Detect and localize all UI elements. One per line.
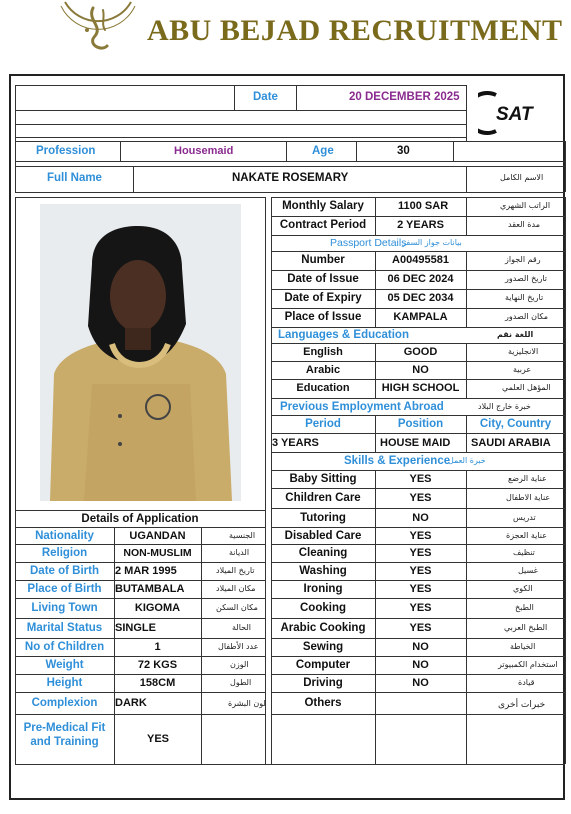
arabic-label: Arabic	[305, 364, 341, 376]
skill-ironing-ar: الكوي	[513, 584, 533, 593]
skill-baby-sitting-ar: عناية الرضع	[508, 474, 547, 483]
education-value: HIGH SCHOOL	[381, 382, 460, 394]
living-town-ar: مكان السكن	[216, 603, 258, 612]
profession-label: Profession	[36, 145, 96, 157]
skill-computer-label: Computer	[295, 659, 351, 671]
skill-children-care-value: YES	[409, 492, 432, 504]
passport-title-ar: بيانات جواز السفر	[402, 238, 462, 247]
skill-washing-value: YES	[409, 565, 432, 577]
education-label: Education	[296, 382, 350, 394]
calligraphy-logo-icon	[57, 0, 139, 70]
skill-cleaning-label: Cleaning	[298, 547, 348, 559]
employment-title: Previous Employment Abroad	[280, 401, 444, 413]
skill-ironing-value: YES	[409, 583, 432, 595]
application-title: Details of Application	[81, 513, 199, 525]
weight-ar: الوزن	[230, 660, 249, 669]
languages-title-ar: اللغة نقم	[497, 330, 534, 339]
employment-title-ar: خبرة خارج البلاد	[478, 402, 531, 411]
fullname-ar: الاسم الكامل	[500, 173, 544, 182]
date-label: Date	[253, 91, 278, 103]
skill-baby-sitting-value: YES	[409, 473, 432, 485]
date-value: 20 DECEMBER 2025	[349, 91, 460, 103]
skill-disabled-care-value: YES	[409, 530, 432, 542]
complexion-ar: لون البشرة	[228, 699, 266, 708]
pob-value: BUTAMBALA	[115, 583, 185, 595]
skill-disabled-care-ar: عناية العجزة	[506, 531, 547, 540]
religion-ar: الديانة	[229, 548, 250, 557]
nationality-ar: الجنسية	[229, 531, 256, 540]
employment-position-header: Position	[397, 418, 444, 430]
skill-arabic-cooking-label: Arabic Cooking	[280, 622, 366, 634]
page-header	[0, 0, 571, 70]
skills-title-ar: خبرة العمل	[448, 456, 486, 465]
living-town-label: Living Town	[31, 602, 98, 614]
passport-number-value: A00495581	[392, 254, 449, 266]
skill-computer-value: NO	[412, 659, 429, 671]
skill-arabic-cooking-value: YES	[409, 622, 432, 634]
skill-sewing-ar: الخياطة	[510, 642, 536, 651]
skill-cleaning-value: YES	[409, 547, 432, 559]
issue-date-label: Date of Issue	[287, 273, 359, 285]
nationality-label: Nationality	[35, 530, 94, 542]
employment-period-header: Period	[305, 418, 341, 430]
children-value: 1	[154, 641, 161, 653]
passport-number-ar: رقم الجواز	[505, 255, 541, 264]
brand-name: ABU BEJAD RECRUITMENT	[147, 14, 563, 47]
issue-date-ar: تاريخ الصدور	[505, 274, 547, 283]
skill-sewing-label: Sewing	[302, 641, 344, 653]
religion-value: NON-MUSLIM	[123, 547, 192, 559]
dob-ar: تاريخ الميلاد	[216, 566, 255, 575]
skill-tutoring-label: Tutoring	[300, 512, 346, 524]
contract-label: Contract Period	[279, 219, 367, 231]
skills-title: Skills & Experience	[344, 455, 451, 467]
skill-driving-value: NO	[412, 677, 429, 689]
skill-ironing-label: Ironing	[303, 583, 343, 595]
nationality-value: UGANDAN	[129, 530, 186, 542]
sat-logo-text: SAT	[496, 104, 533, 125]
expiry-date-value: 05 DEC 2034	[387, 292, 454, 304]
expiry-date-ar: تاريخ النهاية	[505, 293, 544, 302]
salary-ar: الراتب الشهري	[500, 201, 551, 210]
employment-country-header: City, Country	[479, 418, 552, 430]
skill-washing-ar: غسيل	[518, 566, 538, 575]
education-ar: المؤهل العلمي	[502, 383, 551, 392]
issue-place-label: Place of Issue	[284, 311, 362, 323]
employment-country-value: SAUDI ARABIA	[471, 437, 551, 449]
skill-cleaning-ar: تنظيف	[513, 548, 535, 557]
languages-title: Languages & Education	[278, 329, 409, 341]
pob-label: Place of Birth	[27, 583, 102, 595]
passport-title: Passport Details	[330, 237, 407, 249]
marital-status-value: SINGLE	[115, 622, 156, 634]
skill-others-ar: خبرات أخرى	[498, 700, 546, 710]
fullname-value: NAKATE ROSEMARY	[232, 172, 349, 184]
skill-baby-sitting-label: Baby Sitting	[289, 473, 357, 485]
fullname-label: Full Name	[47, 172, 102, 184]
height-ar: الطول	[230, 678, 252, 687]
skill-arabic-cooking-ar: الطبخ العربي	[504, 623, 548, 632]
age-label: Age	[312, 145, 334, 157]
skill-cooking-value: YES	[409, 602, 432, 614]
height-label: Height	[46, 677, 83, 689]
issue-place-value: KAMPALA	[393, 311, 448, 323]
contract-ar: مدة العقد	[508, 220, 540, 229]
employment-position-value: HOUSE MAID	[380, 437, 451, 449]
complexion-value: DARK	[115, 697, 147, 709]
living-town-value: KIGOMA	[134, 602, 181, 614]
skill-children-care-label: Children Care	[285, 492, 361, 504]
medical-label: Pre-Medical Fit and Training	[23, 722, 106, 749]
expiry-date-label: Date of Expiry	[284, 292, 362, 304]
issue-place-ar: مكان الصدور	[505, 312, 549, 321]
pob-ar: مكان الميلاد	[216, 584, 256, 593]
dob-label: Date of Birth	[30, 565, 99, 577]
weight-value: 72 KGS	[137, 659, 178, 671]
height-value: 158CM	[139, 677, 176, 689]
sat-logo-icon	[478, 87, 550, 139]
children-ar: عدد الأطفال	[218, 642, 259, 651]
skill-cooking-label: Cooking	[300, 602, 346, 614]
skill-disabled-care-label: Disabled Care	[284, 530, 362, 542]
passport-number-label: Number	[301, 254, 345, 266]
marital-status-label: Marital Status	[26, 622, 103, 634]
english-label: English	[303, 346, 343, 358]
skill-computer-ar: استخدام الكمبيوتر	[498, 660, 558, 669]
weight-label: Weight	[45, 659, 84, 671]
skill-sewing-value: NO	[412, 641, 429, 653]
medical-value: YES	[147, 733, 170, 745]
employment-period-value: 3 YEARS	[272, 437, 319, 449]
profession-value: Housemaid	[174, 145, 234, 157]
skill-tutoring-value: NO	[412, 512, 429, 524]
salary-value: 1100 SAR	[398, 200, 449, 212]
marital-status-ar: الحالة	[232, 623, 251, 632]
complexion-label: Complexion	[31, 697, 98, 709]
candidate-photo	[40, 204, 241, 501]
religion-label: Religion	[41, 547, 88, 559]
english-value: GOOD	[403, 346, 438, 358]
contract-value: 2 YEARS	[397, 219, 444, 231]
age-value: 30	[397, 145, 410, 157]
skill-driving-label: Driving	[303, 677, 343, 689]
skill-driving-ar: قيادة	[518, 678, 535, 687]
arabic-value: NO	[412, 364, 429, 376]
skill-tutoring-ar: تدريس	[513, 513, 536, 522]
skill-children-care-ar: عناية الاطفال	[506, 493, 551, 502]
salary-label: Monthly Salary	[282, 200, 364, 212]
skill-others-label: Others	[304, 697, 342, 709]
skill-cooking-ar: الطبخ	[515, 603, 534, 612]
issue-date-value: 06 DEC 2024	[387, 273, 454, 285]
children-label: No of Children	[24, 641, 105, 653]
dob-value: 2 MAR 1995	[115, 565, 177, 577]
skill-washing-label: Washing	[299, 565, 347, 577]
english-ar: الانجليزية	[508, 347, 539, 356]
arabic-ar: عربية	[513, 365, 532, 374]
